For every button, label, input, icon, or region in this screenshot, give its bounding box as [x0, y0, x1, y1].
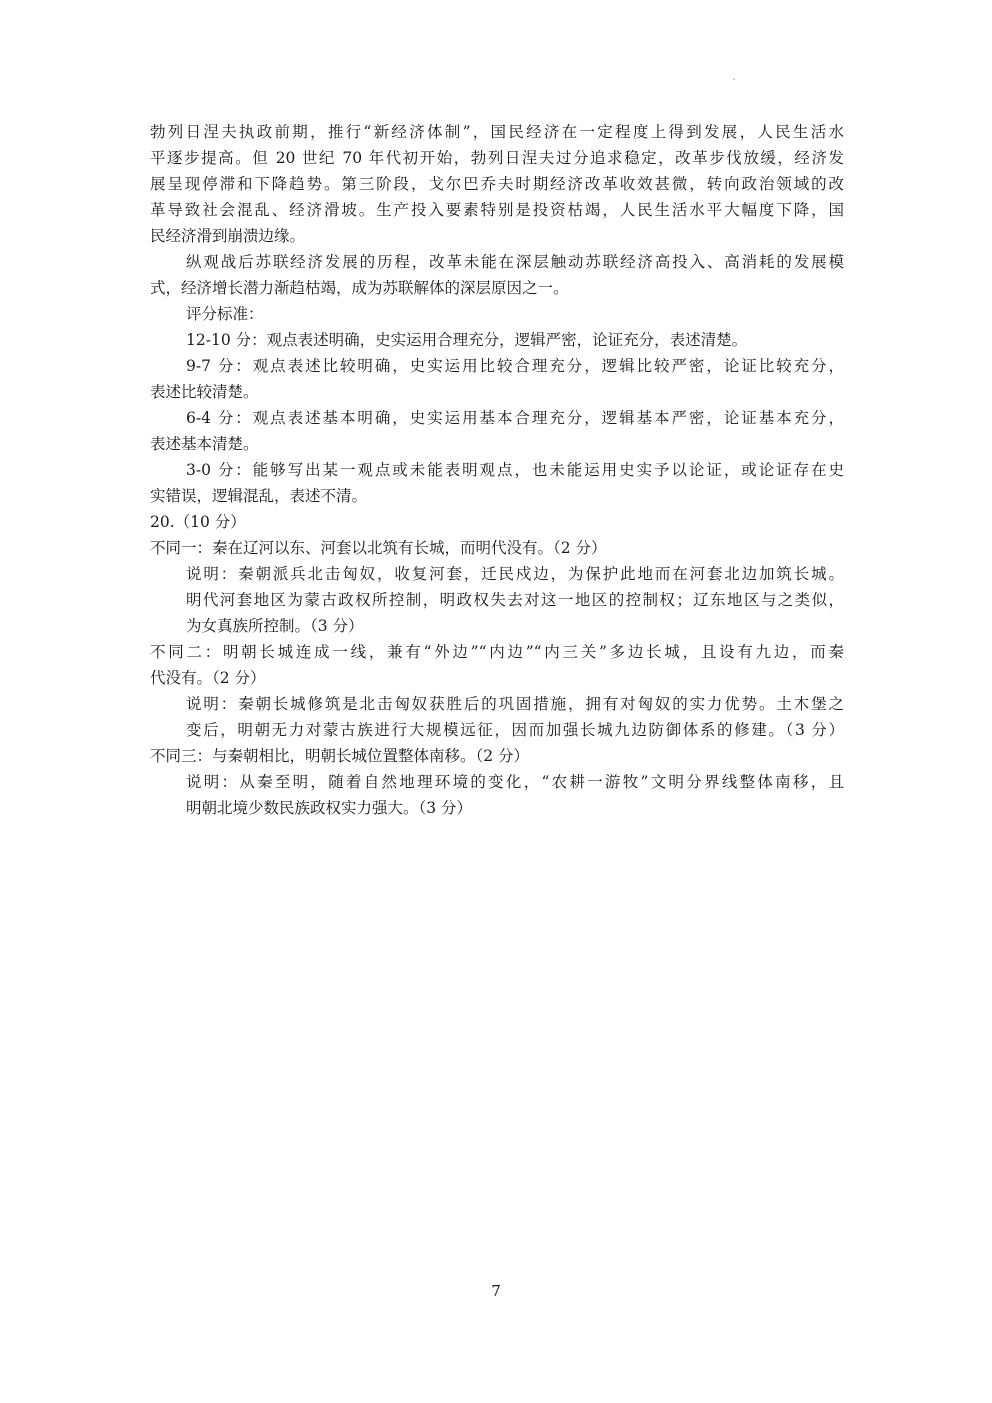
page-number: 7 [491, 1282, 501, 1300]
text-line: 表述基本清楚。 [150, 435, 259, 453]
text-line: 代没有。（2 分） [150, 669, 266, 687]
text-line: 式，经济增长潜力渐趋枯竭，成为苏联解体的深层原因之一。 [150, 279, 569, 297]
text-line: 为女真族所控制。（3 分） [186, 617, 364, 635]
text-line: 说明：秦朝派兵北击匈奴，收复河套，迁民戍边，为保护此地而在河套北边加筑长城。 [186, 565, 844, 583]
text-line: 6-4 分：观点表述基本明确，史实运用基本合理充分，逻辑基本严密，论证基本充分， [186, 409, 844, 427]
text-line: 12-10 分：观点表述明确，史实运用合理充分，逻辑严密，论证充分，表述清楚。 [186, 331, 748, 349]
text-line: 平逐步提高。但 20 世纪 70 年代初开始，勃列日涅夫过分追求稳定，改革步伐放缓，经济发 [150, 149, 844, 167]
text-line: 不同三：与秦朝相比，明朝长城位置整体南移。（2 分） [150, 747, 530, 765]
text-line: 纵观战后苏联经济发展的历程，改革未能在深层触动苏联经济高投入、高消耗的发展模 [186, 253, 844, 271]
text-line: 变后，明朝无力对蒙古族进行大规模远征，因而加强长城九边防御体系的修建。（3 分） [186, 721, 844, 739]
text-line: 9-7 分：观点表述比较明确，史实运用比较合理充分，逻辑比较严密，论证比较充分， [186, 357, 844, 375]
text-line: 3-0 分：能够写出某一观点或未能表明观点，也未能运用史实予以论证，或论证存在史 [186, 461, 844, 479]
text-line: 民经济滑到崩溃边缘。 [150, 227, 306, 245]
scan-mark [733, 78, 735, 80]
text-line: 说明：秦朝长城修筑是北击匈奴获胜后的巩固措施，拥有对匈奴的实力优势。土木堡之 [186, 695, 844, 713]
text-line: 实错误，逻辑混乱，表述不清。 [150, 487, 368, 505]
text-line: 表述比较清楚。 [150, 383, 259, 401]
text-line: 明代河套地区为蒙古政权所控制，明政权失去对这一地区的控制权；辽东地区与之类似， [186, 591, 844, 609]
text-line: 不同二：明朝长城连成一线，兼有“外边”“内边”“内三关”多边长城，且设有九边，而秦 [150, 643, 844, 661]
document-body [150, 119, 844, 821]
text-line: 明朝北境少数民族政权实力强大。（3 分） [186, 799, 473, 817]
text-line: 评分标准： [186, 305, 264, 323]
question-number: 20.（10 分） [150, 513, 246, 531]
text-line: 说明：从秦至明，随着自然地理环境的变化，“农耕一游牧”文明分界线整体南移，且 [186, 773, 844, 791]
text-line: 不同一：秦在辽河以东、河套以北筑有长城，而明代没有。（2 分） [150, 539, 607, 557]
text-line: 革导致社会混乱、经济滑坡。生产投入要素特别是投资枯竭，人民生活水平大幅度下降，国 [150, 201, 844, 219]
text-line: 勃列日涅夫执政前期，推行“新经济体制”，国民经济在一定程度上得到发展，人民生活水 [150, 123, 844, 141]
text-line: 展呈现停滞和下降趋势。第三阶段，戈尔巴乔夫时期经济改革收效甚微，转向政治领域的改 [150, 175, 844, 193]
